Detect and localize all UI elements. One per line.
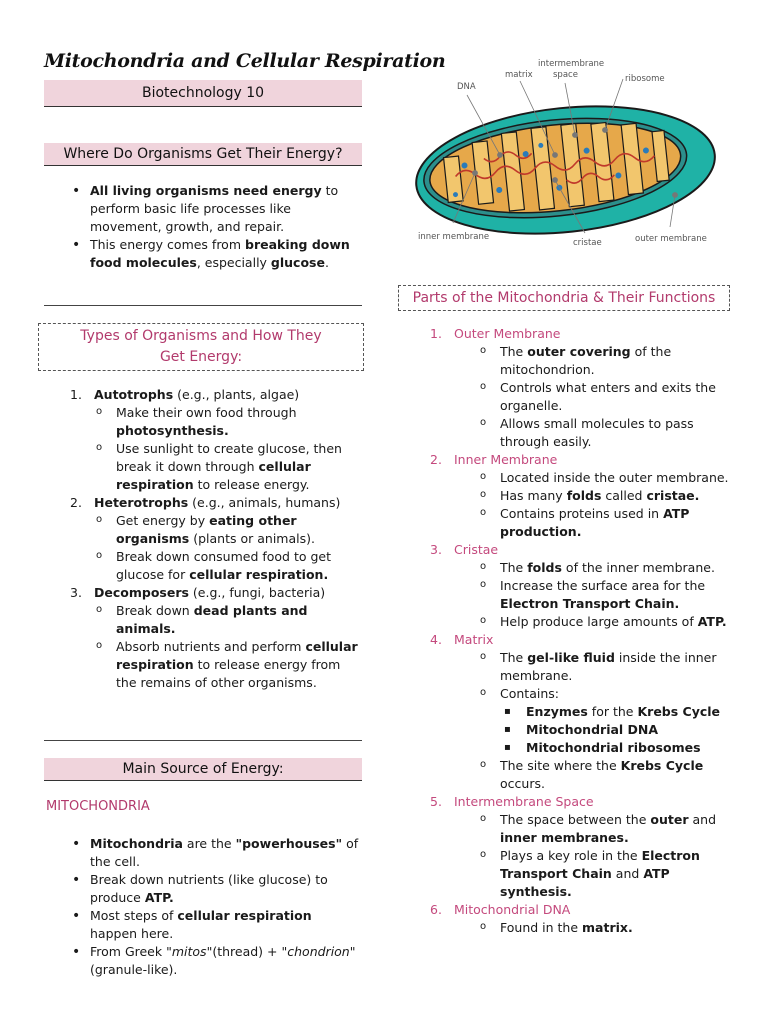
- course-banner: [44, 80, 362, 107]
- list-item: o Use sunlight to create glucose, then break it down through cellular respiration to release energy.: [94, 440, 360, 494]
- energy-heading: Where Do Organisms Get Their Energy?: [63, 146, 343, 162]
- divider: [44, 740, 362, 741]
- part-outer-membrane: 1. Outer Membrane: [430, 326, 561, 341]
- list-item: o The outer covering of the mitochondrion.: [478, 343, 730, 379]
- list-item: o Contains: ▪ Enzymes for the Krebs Cycle ▪ Mitochondrial DNA ▪ Mitochondrial ribosomes: [478, 685, 730, 757]
- types-heading-box: [38, 323, 364, 371]
- types-list: [70, 386, 360, 692]
- list-item: o Contains proteins used in ATP production.: [478, 505, 730, 541]
- label-outer-membrane: outer membrane: [635, 234, 707, 244]
- label-dna: DNA: [457, 82, 476, 92]
- list-item: o Found in the matrix.: [478, 919, 730, 937]
- course-title: Biotechnology 10: [141, 85, 265, 101]
- energy-heading-banner: [44, 143, 362, 166]
- list-item: • Break down nutrients (like glucose) to produce ATP.: [72, 871, 360, 907]
- main-source-heading: Main Source of Energy:: [122, 761, 284, 777]
- list-item: o Help produce large amounts of ATP.: [478, 613, 730, 631]
- parts-list: [430, 325, 730, 937]
- main-source-list: [72, 835, 360, 979]
- list-item: o The folds of the inner membrane.: [478, 559, 730, 577]
- list-item: o The site where the Krebs Cycle occurs.: [478, 757, 730, 793]
- label-cristae: cristae: [573, 238, 602, 248]
- label-matrix: matrix: [505, 70, 533, 80]
- label-ribosome: ribosome: [625, 74, 665, 84]
- part-cristae: 3. Cristae: [430, 542, 499, 557]
- divider: [44, 305, 362, 306]
- list-item: ▪ Enzymes for the Krebs Cycle: [502, 703, 730, 721]
- list-item: o Controls what enters and exits the organelle.: [478, 379, 730, 415]
- list-item-heterotrophs: 2. Heterotrophs (e.g., animals, humans): [70, 495, 341, 510]
- list-item: o Located inside the outer membrane.: [478, 469, 730, 487]
- list-item: o Allows small molecules to pass through easily.: [478, 415, 730, 451]
- part-inner-membrane: 2. Inner Membrane: [430, 452, 558, 467]
- list-item-autotrophs: 1. Autotrophs (e.g., plants, algae): [70, 387, 300, 402]
- energy-list: [72, 182, 352, 272]
- main-source-banner: [44, 758, 362, 781]
- list-item: • From Greek "mitos"(thread) + "chondrion" (granule-like).: [72, 943, 360, 979]
- list-item: o Break down consumed food to get glucose for cellular respiration.: [94, 548, 360, 584]
- list-item: o The space between the outer and inner membranes.: [478, 811, 730, 847]
- list-item: o Plays a key role in the Electron Transport Chain and ATP synthesis.: [478, 847, 730, 901]
- list-item: ▪ Mitochondrial DNA: [502, 721, 730, 739]
- list-item: • Mitochondria are the "powerhouses" of the cell.: [72, 835, 360, 871]
- list-item: o Has many folds called cristae.: [478, 487, 730, 505]
- list-item: o Make their own food through photosynthesis.: [94, 404, 360, 440]
- part-matrix: 4. Matrix: [430, 632, 494, 647]
- parts-heading: Parts of the Mitochondria & Their Functions: [412, 289, 716, 306]
- label-intermembrane-space: intermembrane space: [538, 59, 605, 80]
- parts-heading-box: [398, 285, 730, 311]
- page-title: Mitochondria and Cellular Respiration: [44, 50, 446, 72]
- list-item: • This energy comes from breaking down food molecules, especially glucose.: [72, 236, 352, 272]
- list-item-decomposers: 3. Decomposers (e.g., fungi, bacteria): [70, 585, 326, 600]
- list-item: • Most steps of cellular respiration happen here.: [72, 907, 360, 943]
- part-intermembrane-space: 5. Intermembrane Space: [430, 794, 594, 809]
- list-item: o Absorb nutrients and perform cellular respiration to release energy from the remains of other organisms.: [94, 638, 360, 692]
- list-item: • All living organisms need energy to perform basic life processes like movement, growth, and repair.: [72, 182, 352, 236]
- list-item: o Get energy by eating other organisms (plants or animals).: [94, 512, 360, 548]
- mitochondrion-diagram: [405, 55, 725, 255]
- list-item: o Increase the surface area for the Electron Transport Chain.: [478, 577, 730, 613]
- list-item: o The gel-like fluid inside the inner membrane.: [478, 649, 730, 685]
- list-item: ▪ Mitochondrial ribosomes: [502, 739, 730, 757]
- list-item: o Break down dead plants and animals.: [94, 602, 360, 638]
- types-heading: Types of Organisms and How They Get Energy:: [80, 328, 322, 365]
- mitochondria-subheading: MITOCHONDRIA: [46, 799, 150, 814]
- part-mitochondrial-dna: 6. Mitochondrial DNA: [430, 902, 571, 917]
- label-inner-membrane: inner membrane: [418, 232, 490, 242]
